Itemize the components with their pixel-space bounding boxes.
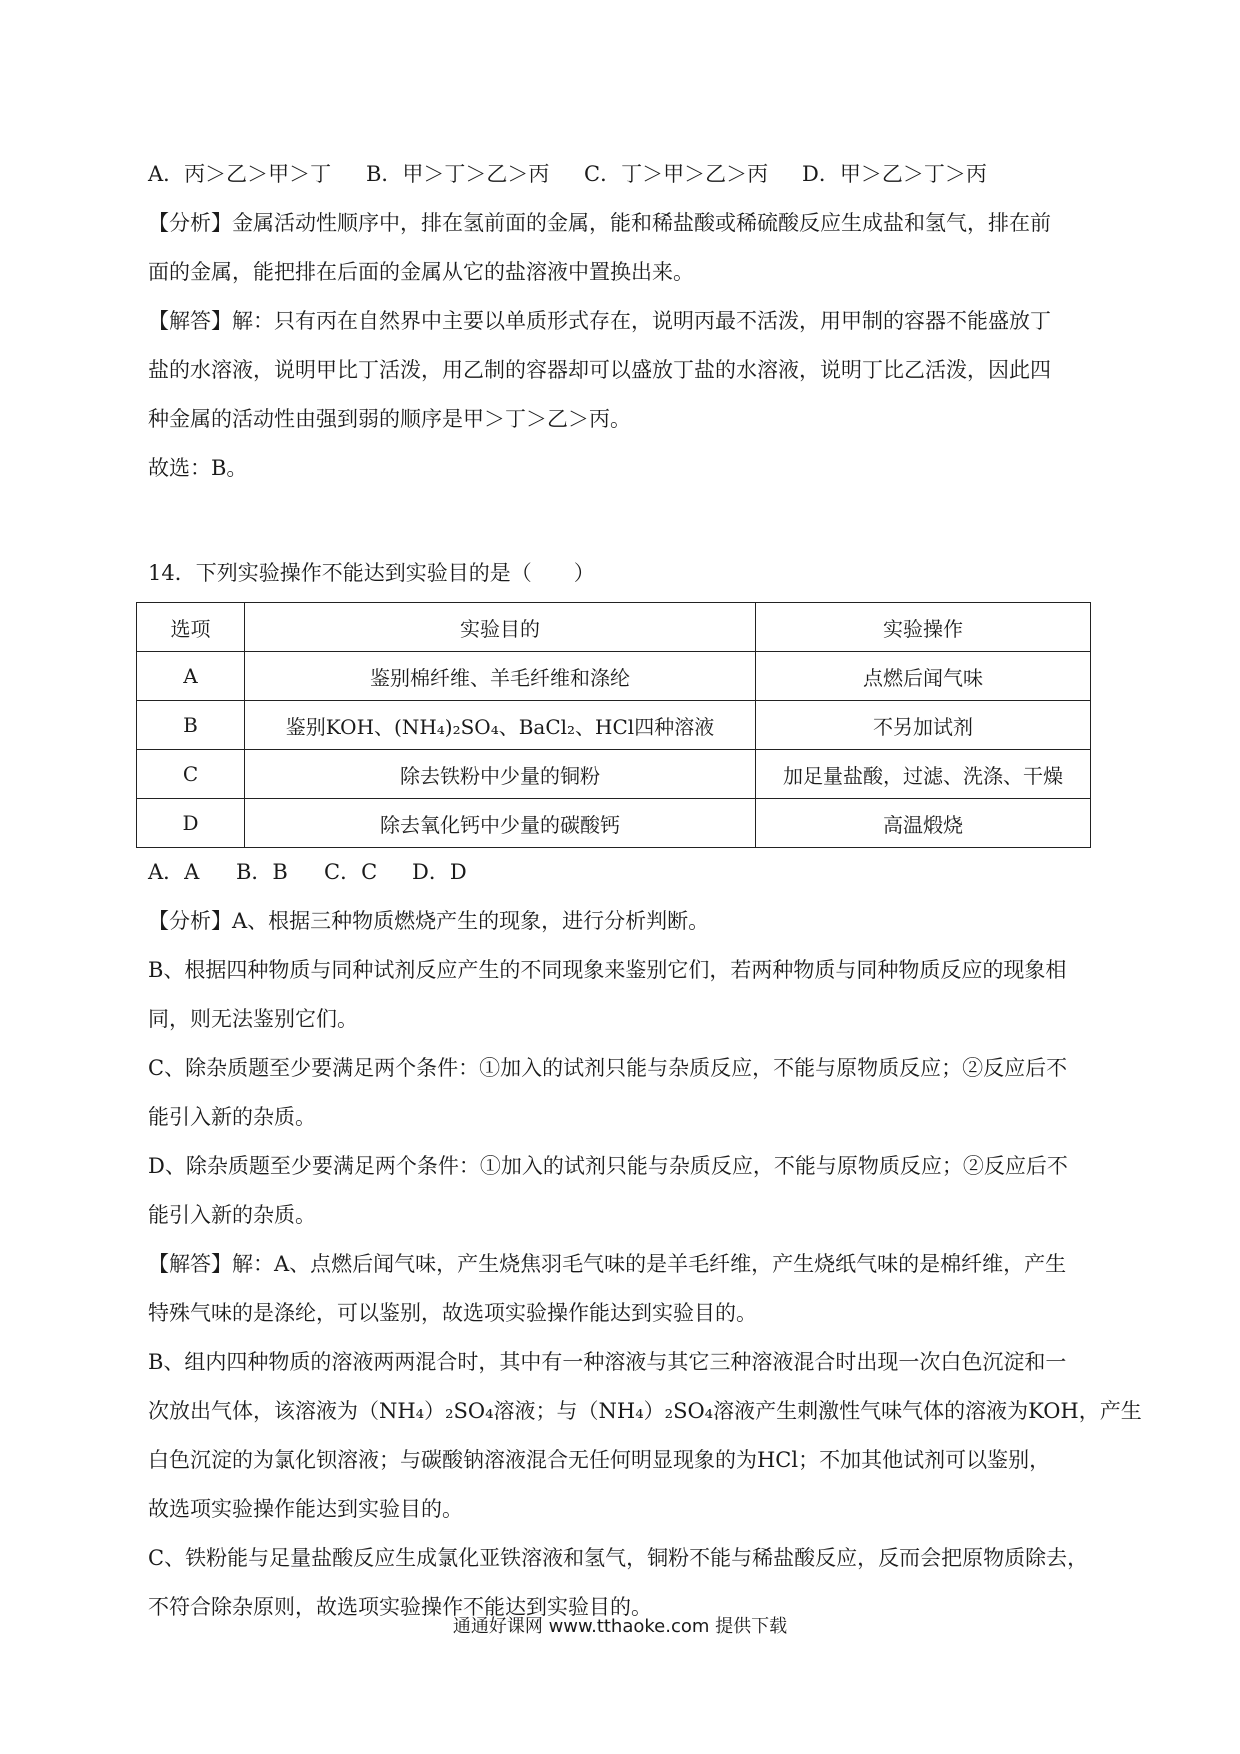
q13-analysis-line: 面的金属，能把排在后面的金属从它的盐溶液中置换出来。 (148, 260, 694, 284)
q14-option-a: A．A (148, 860, 200, 884)
q14-analysis-line: 能引入新的杂质。 (148, 1203, 316, 1227)
q13-options (148, 150, 1098, 199)
table-row (137, 701, 1091, 750)
table-header-option: 选项 (137, 603, 245, 652)
q14-answer-line: 次放出气体，该溶液为（NH₄）₂SO₄溶液；与（NH₄）₂SO₄溶液产生刺激性气味气体的溶液为KOH，产生 (148, 1399, 1142, 1423)
q14-answer-line: 【解答】解：A、点燃后闻气味，产生烧焦羽毛气味的是羊毛纤维，产生烧纸气味的是棉纤维，产生 (148, 1252, 1067, 1276)
q14-table (136, 602, 1091, 848)
q14-option-b: B．B (236, 860, 288, 884)
q13-choice: 故选：B。 (148, 456, 248, 480)
q14-answer-line: B、组内四种物质的溶液两两混合时，其中有一种溶液与其它三种溶液混合时出现一次白色沉淀和一 (148, 1350, 1067, 1374)
table-cell-option: B (137, 701, 245, 750)
q14-analysis-line: 【分析】A、根据三种物质燃烧产生的现象，进行分析判断。 (148, 909, 710, 933)
table-cell-option: D (137, 799, 245, 848)
q14-analysis-line: C、除杂质题至少要满足两个条件：①加入的试剂只能与杂质反应，不能与原物质反应；②反应后不 (148, 1056, 1068, 1080)
q13-option-a: A．丙＞乙＞甲＞丁 (148, 162, 332, 186)
table-cell-option: C (137, 750, 245, 799)
q14-option-d: D．D (412, 860, 467, 884)
q14-answer-line: C、铁粉能与足量盐酸反应生成氯化亚铁溶液和氢气，铜粉不能与稀盐酸反应，反而会把原物质除去， (148, 1546, 1089, 1570)
table-header-operation: 实验操作 (756, 603, 1091, 652)
q14-analysis-line: 能引入新的杂质。 (148, 1105, 316, 1129)
page-footer: 通通好课网 www.tthaoke.com 提供下载 (452, 1616, 788, 1637)
table-cell-purpose: 除去氧化钙中少量的碳酸钙 (245, 799, 756, 848)
q14-option-c: C．C (324, 860, 378, 884)
table-cell-purpose: 鉴别棉纤维、羊毛纤维和涤纶 (245, 652, 756, 701)
q14-answer-line: 特殊气味的是涤纶，可以鉴别，故选项实验操作能达到实验目的。 (148, 1301, 757, 1325)
q13-analysis-line: 【分析】金属活动性顺序中，排在氢前面的金属，能和稀盐酸或稀硫酸反应生成盐和氢气，排在前 (148, 211, 1051, 235)
table-row (137, 799, 1091, 848)
q13-answer-line: 【解答】解：只有丙在自然界中主要以单质形式存在，说明丙最不活泼，用甲制的容器不能盛放丁 (148, 309, 1051, 333)
q13-option-b: B．甲＞丁＞乙＞丙 (366, 162, 550, 186)
table-cell-operation: 点燃后闻气味 (756, 652, 1091, 701)
q13-answer-line: 种金属的活动性由强到弱的顺序是甲＞丁＞乙＞丙。 (148, 407, 631, 431)
table-header-purpose: 实验目的 (245, 603, 756, 652)
table-header-row (137, 603, 1091, 652)
table-row (137, 652, 1091, 701)
q13-option-c: C．丁＞甲＞乙＞丙 (584, 162, 769, 186)
q13-answer-line: 盐的水溶液，说明甲比丁活泼，用乙制的容器却可以盛放丁盐的水溶液，说明丁比乙活泼，因此四 (148, 358, 1051, 382)
q13-option-d: D．甲＞乙＞丁＞丙 (802, 162, 987, 186)
table-cell-option: A (137, 652, 245, 701)
table-cell-operation: 不另加试剂 (756, 701, 1091, 750)
q14-stem: 14．下列实验操作不能达到实验目的是（ ） (148, 561, 595, 585)
table-cell-purpose: 鉴别KOH、(NH₄)₂SO₄、BaCl₂、HCl四种溶液 (245, 701, 756, 750)
table-row (137, 750, 1091, 799)
q14-analysis-line: D、除杂质题至少要满足两个条件：①加入的试剂只能与杂质反应，不能与原物质反应；②反应后不 (148, 1154, 1068, 1178)
q14-answer-line: 白色沉淀的为氯化钡溶液；与碳酸钠溶液混合无任何明显现象的为HCl；不加其他试剂可以鉴别， (148, 1448, 1051, 1472)
q14-options (148, 848, 1098, 897)
q14-answer-line: 故选项实验操作能达到实验目的。 (148, 1497, 463, 1521)
table-cell-operation: 加足量盐酸，过滤、洗涤、干燥 (756, 750, 1091, 799)
document-body (148, 150, 1142, 1632)
q14-analysis-line: 同，则无法鉴别它们。 (148, 1007, 358, 1031)
q14-answer-line: 不符合除杂原则，故选项实验操作不能达到实验目的。 (148, 1595, 652, 1619)
table-cell-purpose: 除去铁粉中少量的铜粉 (245, 750, 756, 799)
table-cell-operation: 高温煅烧 (756, 799, 1091, 848)
q14-analysis-line: B、根据四种物质与同种试剂反应产生的不同现象来鉴别它们，若两种物质与同种物质反应的现象相 (148, 958, 1067, 982)
